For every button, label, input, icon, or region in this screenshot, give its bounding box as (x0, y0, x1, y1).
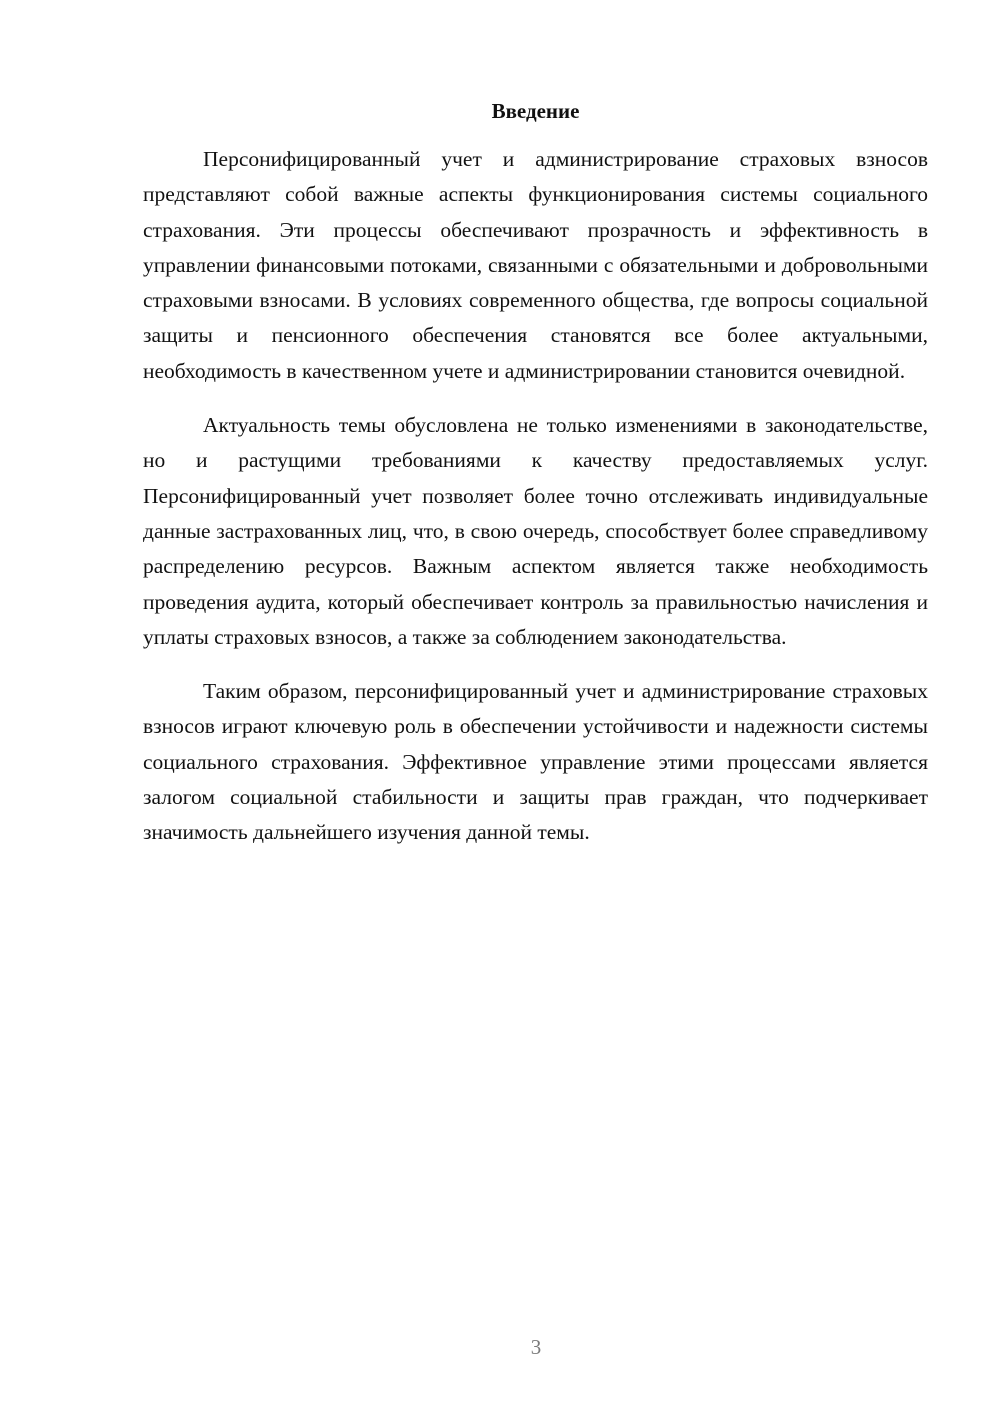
paragraph-conclusion: Таким образом, персонифицированный учет и администрирование страховых взносов играют ключевую роль в обеспечении устойчивости и надежности системы социального страхования. Эффективное управление этими процессами является залогом социальной стабильности и защиты прав граждан, что подчеркивает значимость дальнейшего изучения данной темы. (143, 679, 928, 845)
paragraph-intro: Персонифицированный учет и администрирование страховых взносов представляют собой важные аспекты функционирования системы социального страхования. Эти процессы обеспечивают прозрачность и эффективность в управлении финансовыми потоками, связанными с обязательными и добровольными страховыми взносами. В условиях современного общества, где вопросы социальной защиты и пенсионного обеспечения становятся все более актуальными, необходимость в качественном учете и администрировании становится очевидной. (143, 147, 928, 383)
page-title: Введение (491, 99, 580, 123)
paragraph-relevance: Актуальность темы обусловлена не только изменениями в законодательстве, но и растущими требованиями к качеству предоставляемых услуг. Персонифицированный учет позволяет более точно отслеживать индивидуальные данные застрахованных лиц, что, в свою очередь, способствует более справедливому распределению ресурсов. Важным аспектом является также необходимость проведения аудита, который обеспечивает контроль за правильностью начисления и уплаты страховых взносов, а также за соблюдением законодательства. (143, 413, 928, 649)
page-content (143, 92, 928, 870)
page-number: 3 (530, 1335, 542, 1359)
